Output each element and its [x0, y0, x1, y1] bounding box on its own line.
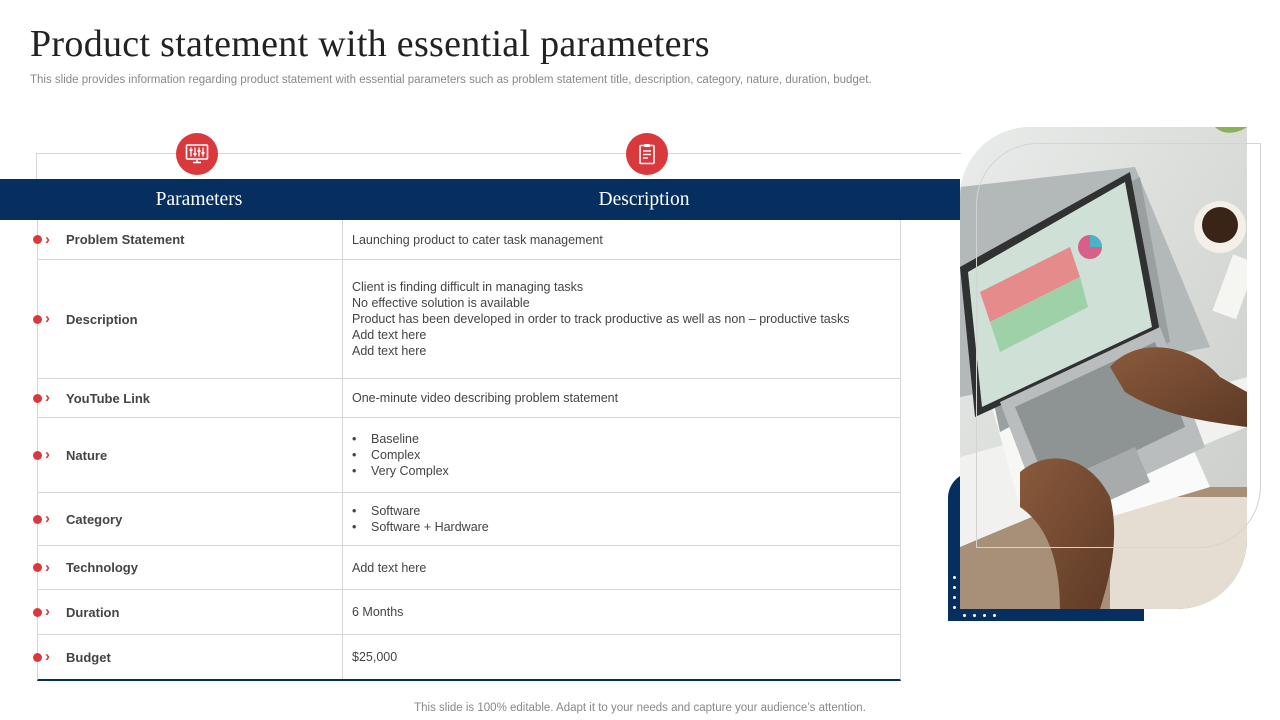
- table-header-bar: [0, 179, 960, 220]
- param-cell: Technology: [38, 546, 343, 589]
- photo-frame-outline: [976, 143, 1261, 548]
- table-row: [38, 379, 900, 418]
- param-cell: Nature: [38, 418, 343, 492]
- document-list-icon: [626, 133, 668, 175]
- row-marker: ›: [33, 652, 50, 662]
- settings-panel-icon: [176, 133, 218, 175]
- desc-cell: [343, 493, 900, 545]
- desc-cell: [343, 260, 900, 378]
- desc-line: Add text here: [352, 560, 427, 575]
- desc-cell: [343, 635, 900, 679]
- table-row: [38, 418, 900, 493]
- table-row: [38, 635, 900, 679]
- param-cell: Category: [38, 493, 343, 545]
- desc-cell: [343, 590, 900, 634]
- param-cell: YouTube Link: [38, 379, 343, 417]
- desc-line: 6 Months: [352, 605, 404, 619]
- table-row: [38, 546, 900, 590]
- desc-line: Add text here: [352, 344, 427, 358]
- desc-cell: [343, 546, 900, 589]
- param-cell: Budget: [38, 635, 343, 679]
- desc-line: One-minute video describing problem statement: [352, 391, 619, 405]
- row-marker: ›: [33, 393, 50, 403]
- bullet-item: • Complex: [352, 448, 421, 462]
- bullet-item: • Baseline: [352, 432, 419, 446]
- bullet-item: • Very Complex: [352, 464, 449, 478]
- row-marker: ›: [33, 607, 50, 617]
- bullet-item: • Software + Hardware: [352, 520, 489, 534]
- description-header: Description: [598, 189, 690, 210]
- row-marker: ›: [33, 235, 50, 245]
- desc-cell: [343, 379, 900, 417]
- param-cell: Duration: [38, 590, 343, 634]
- param-cell: Description: [38, 260, 343, 378]
- desc-line: Client is finding difficult in managing tasks: [352, 280, 584, 294]
- desc-line: Launching product to cater task management: [352, 232, 603, 247]
- page-subtitle: This slide provides information regarding product statement with essential parameters such as problem statement title, description, category, nature, duration, budget.: [30, 74, 872, 86]
- bullet-item: • Software: [352, 504, 421, 518]
- row-marker: ›: [33, 314, 50, 324]
- table-row: [38, 260, 900, 379]
- desc-cell: [343, 418, 900, 492]
- row-marker: ›: [33, 514, 50, 524]
- parameters-header: Parameters: [155, 189, 243, 210]
- footer-note: This slide is 100% editable. Adapt it to your needs and capture your audience’s attention.: [414, 702, 866, 714]
- table-row: [38, 493, 900, 546]
- parameters-table: [37, 220, 901, 681]
- param-cell: Problem Statement: [38, 220, 343, 259]
- desc-line: Add text here: [352, 328, 427, 342]
- table-row: [38, 590, 900, 635]
- page-title: Product statement with essential parameters: [30, 23, 710, 65]
- desc-cell: [343, 220, 900, 259]
- desc-line: Product has been developed in order to track productive as well as non – productive tasks: [352, 312, 850, 326]
- desc-line: $25,000: [352, 650, 398, 664]
- row-marker: ›: [33, 450, 50, 460]
- table-row: [38, 220, 900, 260]
- row-marker: ›: [33, 563, 50, 573]
- desc-line: No effective solution is available: [352, 296, 530, 310]
